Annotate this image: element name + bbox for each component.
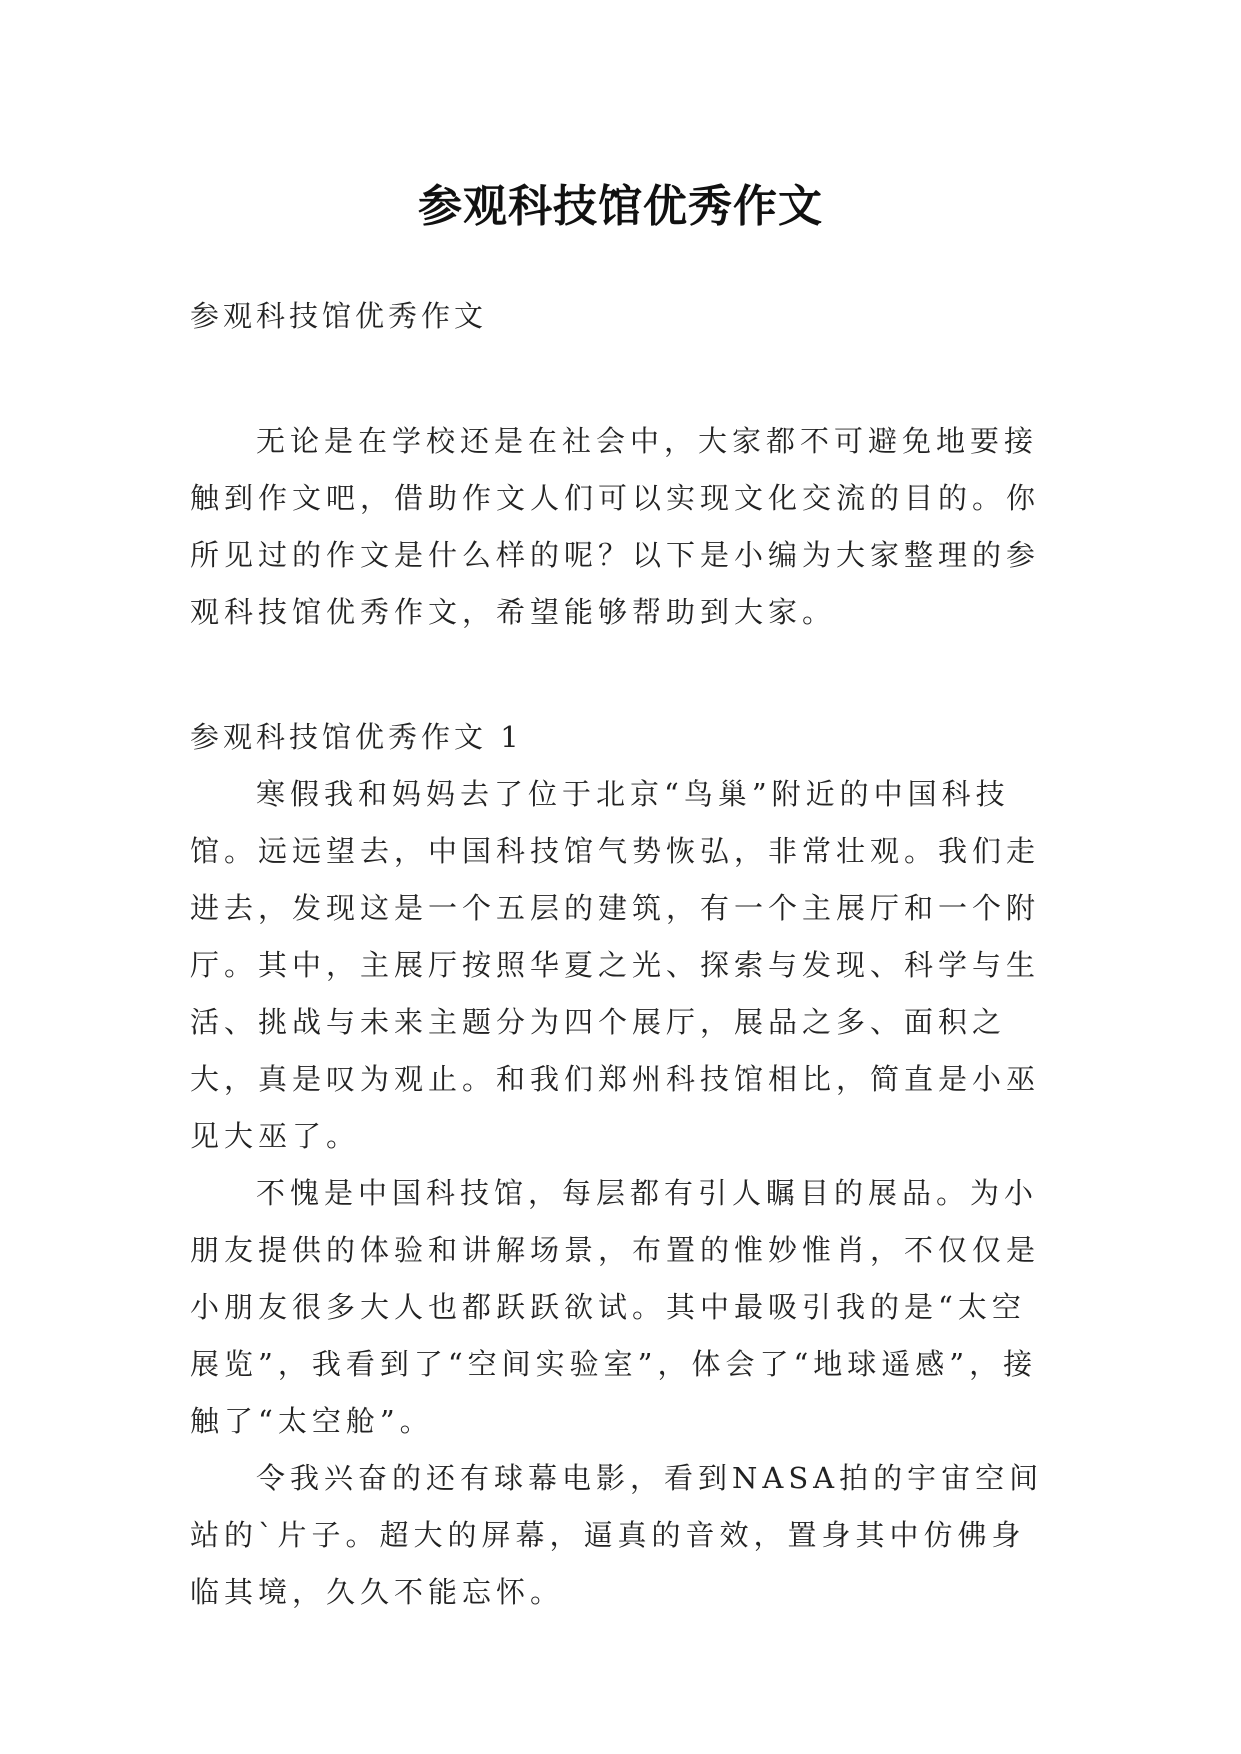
document-body	[190, 288, 1055, 1621]
body-paragraph-1: 寒假我和妈妈去了位于北京“鸟巢”附近的中国科技馆。远远望去，中国科技馆气势恢弘，非常壮观。我们走进去，发现这是一个五层的建筑，有一个主展厅和一个附厅。其中，主展厅按照华夏之光、探索与发现、科学与生活、挑战与未来主题分为四个展厅，展品之多、面积之大，真是叹为观止。和我们郑州科技馆相比，简直是小巫见大巫了。	[190, 777, 1041, 1153]
body-paragraph-3: 令我兴奋的还有球幕电影，看到NASA拍的宇宙空间站的`片子。超大的屏幕，逼真的音效，置身其中仿佛身临其境，久久不能忘怀。	[190, 1461, 1044, 1609]
subtitle-label: 参观科技馆优秀作文	[190, 299, 488, 333]
section-heading: 参观科技馆优秀作文 1	[190, 720, 523, 754]
document-title: 参观科技馆优秀作文	[418, 181, 823, 233]
intro-paragraph: 无论是在学校还是在社会中，大家都不可避免地要接触到作文吧，借助作文人们可以实现文化交流的目的。你所见过的作文是什么样的呢？以下是小编为大家整理的参观科技馆优秀作文，希望能够帮助到大家。	[190, 424, 1041, 629]
body-paragraph-2: 不愧是中国科技馆，每层都有引人瞩目的展品。为小朋友提供的体验和讲解场景，布置的惟妙惟肖，不仅仅是小朋友很多大人也都跃跃欲试。其中最吸引我的是“太空展览”，我看到了“空间实验室”，体会了“地球遥感”，接触了“太空舱”。	[190, 1176, 1041, 1438]
